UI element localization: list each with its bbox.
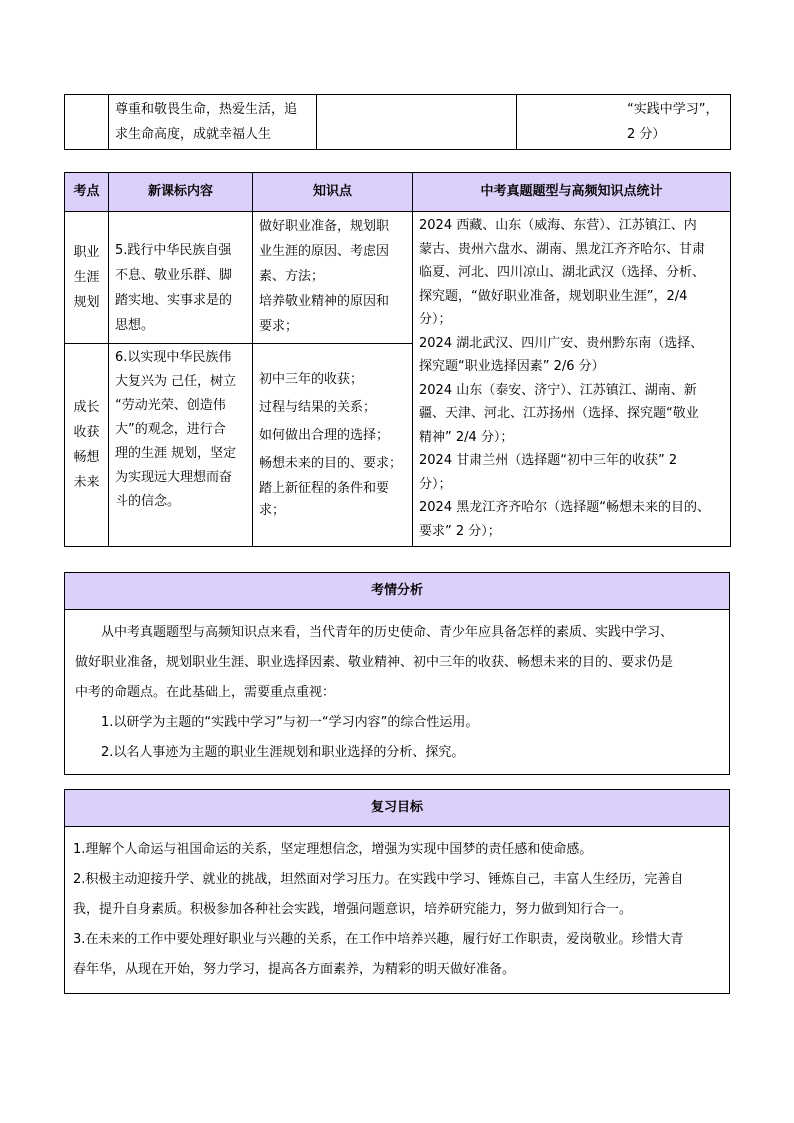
text-line: 做好职业准备，规划职 (259, 219, 390, 234)
top-cell-2 (109, 95, 317, 150)
header-stats: 中考真题题型与高频知识点统计 (413, 173, 731, 212)
text-line: 业生涯的原因、考虑因 (259, 244, 390, 259)
stats-line: 2024 甘肃兰州（选择题“初中三年的收获” 2 (419, 453, 678, 468)
analysis-line: 2.以名人事迹为主题的职业生涯规划和职业选择的分析、探究。 (101, 745, 465, 760)
stats-line: 2024 湖北武汉、四川广安、贵州黔东南（选择、 (419, 335, 704, 351)
main-table (64, 172, 731, 547)
analysis-table (64, 572, 730, 775)
text-line: 大”的观念，进行合 (115, 422, 226, 437)
top-cell-1 (65, 95, 109, 150)
text-line: 求； (259, 503, 286, 518)
text-line: “劳动光荣、创造伟 (115, 398, 226, 413)
text-line: 收获 (73, 425, 100, 440)
stats-line: 探究题“职业选择因素” 2/6 分） (419, 359, 605, 374)
goal-line: 春年华，从现在开始，努力学习，提高各方面素养，为精彩的明天做好准备。 (73, 962, 516, 977)
stats-line: 分）； (419, 476, 452, 492)
text-line: 求生命高度，成就幸福人生 (115, 127, 272, 142)
top-continuation-table (64, 94, 731, 150)
stats-line: 探究题，“做好职业准备，规划职业生涯”，2/4 (419, 288, 688, 304)
text-line: 思想。 (115, 317, 155, 333)
text-line: 理的生涯 规划，坚定 (115, 446, 237, 461)
content-cell-1 (109, 212, 253, 344)
text-line: 踏实地、实事求是的 (115, 292, 233, 308)
analysis-line: 中考的命题点。在此基础上，需要重点重视： (75, 685, 336, 700)
stats-line: 要求” 2 分）； (419, 523, 501, 539)
text-line: 过程与结果的关系； (259, 400, 377, 415)
stats-line: 2024 黑龙江齐齐哈尔（选择题“畅想未来的目的、 (419, 500, 710, 515)
stats-line: 精神” 2/4 分）； (419, 429, 514, 445)
stats-line: 蒙古、贵州六盘水、湖南、黑龙江齐齐哈尔、甘肃 (419, 241, 706, 257)
header-knowledge: 知识点 (253, 173, 413, 212)
text-line: 初中三年的收获； (259, 372, 364, 387)
text-line: 畅想 (73, 450, 100, 465)
text-line: 大复兴为 己任，树立 (115, 374, 237, 389)
header-content: 新课标内容 (109, 173, 253, 212)
text-line: 踏上新征程的条件和要 (259, 481, 390, 496)
goal-line: 1.理解个人命运与祖国命运的关系，坚定理想信念，增强为实现中国梦的责任感和使命感。 (73, 842, 593, 857)
top-cell-4 (517, 95, 731, 150)
text-line: 为实现远大理想而奋 (115, 470, 233, 485)
header-kaodian: 考点 (65, 173, 109, 212)
text-line: 不息、敬业乐群、脚 (115, 267, 233, 283)
text-line: 畅想未来的目的、要求； (259, 456, 403, 471)
top-cell-3 (317, 95, 517, 150)
analysis-body (65, 610, 730, 775)
stats-line: 临夏、河北、四川凉山、湖北武汉（选择、分析、 (419, 265, 706, 280)
text-line: 6.以实现中华民族伟 (115, 350, 232, 365)
goals-body (65, 827, 730, 994)
text-line: 如何做出合理的选择； (259, 428, 390, 443)
goals-table (64, 789, 730, 994)
text-line: 要求； (259, 319, 299, 334)
stats-line: 疆、天津、河北、江苏扬州（选择、探究题“敬业 (419, 406, 699, 421)
stats-line: 分）； (419, 312, 452, 327)
stats-line: 2024 山东（泰安、济宁）、江苏镇江、湖南、新 (419, 382, 697, 398)
content-cell-2 (109, 344, 253, 547)
stats-line: 2024 西藏、山东（威海、东营）、江苏镇江、内 (419, 218, 697, 233)
text-line: 素、方法； (259, 269, 325, 284)
text-line: 生涯 (73, 270, 100, 285)
analysis-line: 1.以研学为主题的“实践中学习”与初一“学习内容”的综合性运用。 (101, 715, 479, 730)
analysis-line: 做好职业准备，规划职业生涯、职业选择因素、敬业精神、初中三年的收获、畅想未来的目的、要求仍是 (75, 655, 674, 670)
goal-line: 3.在未来的工作中要处理好职业与兴趣的关系，在工作中培养兴趣，履行好工作职责，爱岗敬业。珍惜大青 (73, 932, 684, 947)
text-line: 规划 (73, 295, 100, 310)
text-line: 职业 (73, 245, 100, 260)
kaodian-career-planning (65, 212, 109, 344)
kaodian-growth-future (65, 344, 109, 547)
goal-line: 2.积极主动迎接升学、就业的挑战，坦然面对学习压力。在实践中学习、锤炼自己，丰富人生经历，完善自 (73, 872, 684, 887)
goal-line: 我，提升自身素质。积极参加各种社会实践，增强问题意识，培养研究能力，努力做到知行合一。 (73, 902, 633, 917)
text-line: “实践中学习”，2 分） (627, 102, 719, 142)
text-line: 斗的信念。 (115, 494, 181, 509)
analysis-line: 从中考真题题型与高频知识点来看，当代青年的历史使命、青少年应具备怎样的素质、实践中学习、 (101, 625, 674, 640)
goals-title: 复习目标 (65, 790, 730, 827)
text-line: 成长 (73, 400, 100, 415)
analysis-title: 考情分析 (65, 573, 730, 610)
stats-cell (413, 212, 731, 547)
text-line: 未来 (73, 475, 100, 490)
knowledge-cell-1 (253, 212, 413, 344)
text-line: 5.践行中华民族自强 (115, 242, 232, 258)
text-line: 培养敬业精神的原因和 (259, 294, 390, 309)
text-line: 尊重和敬畏生命，热爱生活，追 (115, 102, 298, 117)
knowledge-cell-2 (253, 344, 413, 547)
